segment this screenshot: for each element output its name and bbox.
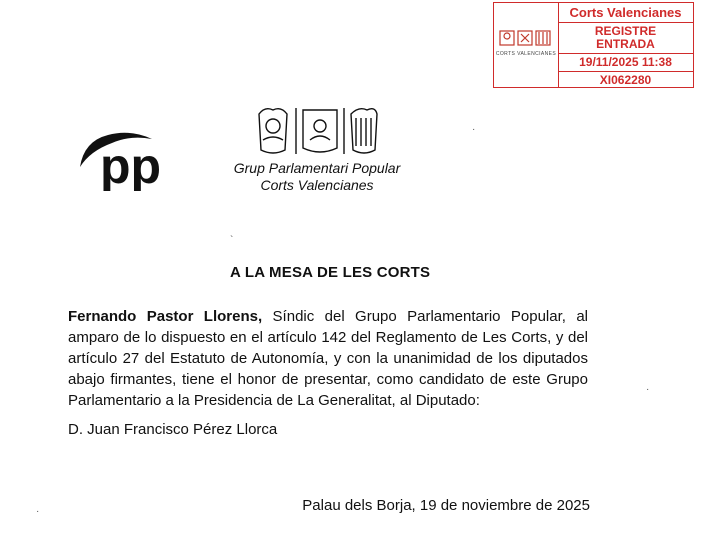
stamp-datetime: 19/11/2025 11:38 xyxy=(558,54,693,72)
pp-logo-text: pp xyxy=(100,138,162,191)
scan-mark: ` xyxy=(230,235,234,246)
body-paragraph xyxy=(68,306,588,411)
stamp-fields xyxy=(558,3,693,87)
signer-name: Fernando Pastor Llorens, xyxy=(68,308,263,325)
group-line-1: Grup Parlamentari Popular xyxy=(233,160,401,176)
stamp-number: XI062280 xyxy=(599,73,652,87)
corts-crest-icon xyxy=(494,3,556,49)
registry-stamp xyxy=(493,2,694,88)
stamp-register-line2: ENTRADA xyxy=(596,37,655,51)
candidate-name: D. Juan Francisco Pérez Llorca xyxy=(68,421,278,438)
stamp-register-type xyxy=(558,23,693,54)
group-crest xyxy=(255,104,381,161)
scan-mark: · xyxy=(472,124,476,135)
party-logo xyxy=(78,125,170,196)
stamp-logo-caption: CORTS VALENCIANES xyxy=(495,51,557,57)
stamp-register-line1: REGISTRE xyxy=(594,24,657,38)
parliament-crest-icon xyxy=(255,104,381,156)
place-date: Palau dels Borja, 19 de noviembre de 2025 xyxy=(302,497,590,514)
stamp-logo xyxy=(494,3,559,87)
document-title: A LA MESA DE LES CORTS xyxy=(230,264,431,281)
scan-mark: · xyxy=(36,506,40,517)
scan-mark: · xyxy=(646,384,650,395)
stamp-institution: Corts Valencianes xyxy=(558,3,693,23)
group-name xyxy=(229,160,405,194)
group-line-2: Corts Valencianes xyxy=(260,177,374,193)
pp-logo-icon xyxy=(78,125,170,191)
body-text: Síndic del Grupo Parlamentario Popular, al amparo de lo dispuesto en el artículo 142 del Reglamento de Les Corts, y del artículo 27 del Estatuto de Autonomía, y con la unanimidad de los diputados abajo firmantes, tiene el honor de presentar, como candidato de este Grupo Parlamentario a la Presidencia de La Generalitat, al Diputado: xyxy=(68,308,588,409)
